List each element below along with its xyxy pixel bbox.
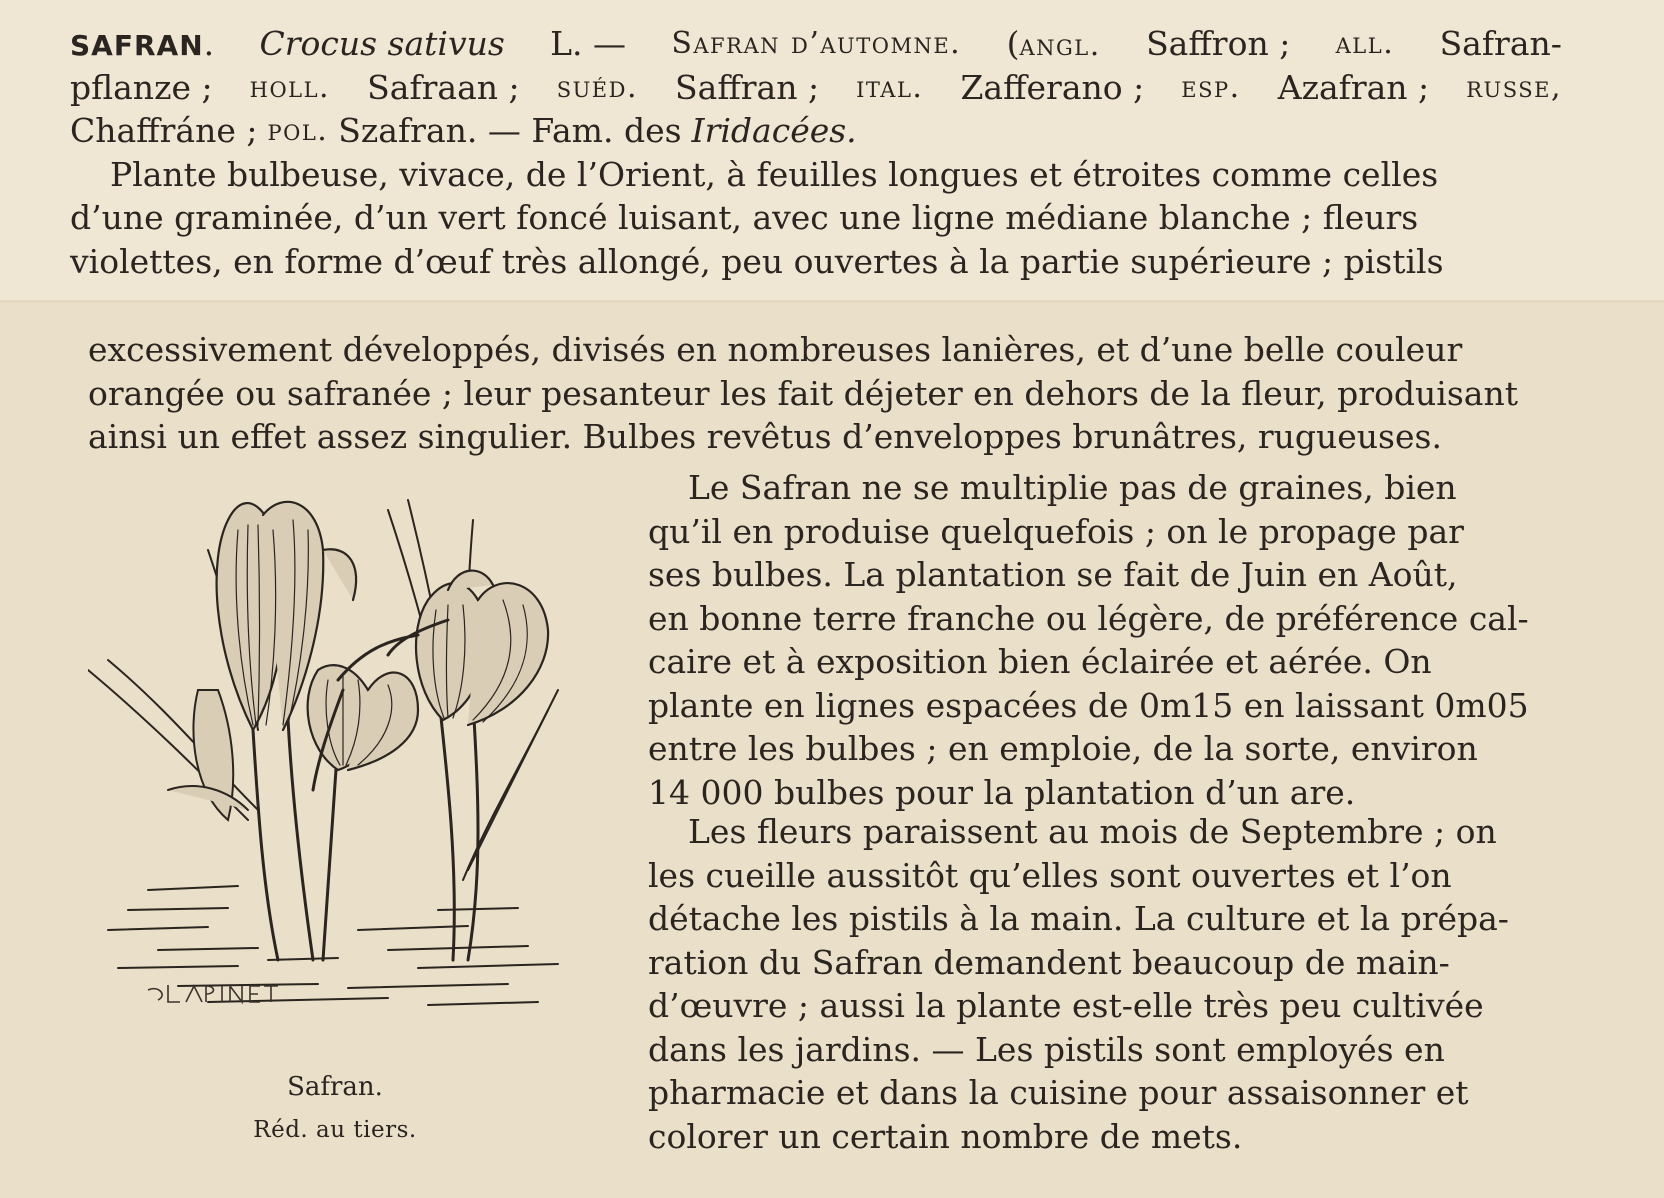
lang-value-esp: Azafran ; <box>1277 67 1430 107</box>
lang-value-angl: Saffron ; <box>1146 24 1291 63</box>
paragraph-line: en bonne terre franche ou légère, de préférence cal- <box>648 598 1529 638</box>
paragraph-line: Le Safran ne se multiplie pas de graines, bien <box>688 468 1457 507</box>
entry-header-block <box>70 22 1562 283</box>
lang-label-all: all. <box>1335 26 1395 61</box>
desc-line: d’une graminée, d’un vert foncé luisant, avec une ligne médiane blanche ; fleurs <box>70 198 1419 237</box>
lang-value-ital: Zafferano ; <box>960 67 1145 107</box>
figure-caption: Safran. <box>287 1072 383 1102</box>
entry-title: SAFRAN <box>70 29 204 62</box>
lang-label-russe: russe, <box>1466 69 1562 105</box>
lang-label-esp: esp. <box>1181 69 1241 105</box>
lang-label-ital: ital. <box>856 69 924 105</box>
paragraph-line: ainsi un effet assez singulier. Bulbes revêtus d’enveloppes brunâtres, rugueuses. <box>88 417 1442 456</box>
paragraph-continuation <box>88 328 1568 459</box>
lang-label-angl: angl. <box>1019 28 1101 63</box>
paragraph-line: ration du Safran demandent beaucoup de main- <box>648 942 1450 982</box>
paragraph-propagation <box>648 466 1568 814</box>
entry-header-line-1 <box>70 22 1562 66</box>
lang-value-pol: Szafran. — Fam. des <box>338 111 682 150</box>
entry-header-line-3 <box>70 109 1562 153</box>
lang-value-all-cont: pflanze ; <box>70 67 213 107</box>
paragraph-line: 14 000 bulbes pour la plantation d’un are. <box>648 772 1356 812</box>
lang-label-holl: holl. <box>249 69 331 105</box>
paragraph-line: d’œuvre ; aussi la plante est-elle très peu cultivée <box>648 986 1484 1025</box>
entry-title-dot: . <box>203 24 215 63</box>
paragraph-line: les cueille aussitôt qu’elles sont ouvertes et l’on <box>648 855 1452 895</box>
entry-head <box>70 22 214 66</box>
entry-header-line-2 <box>70 66 1562 110</box>
lang-value-holl: Safraan ; <box>367 67 520 107</box>
figure-caption-note: Réd. au tiers. <box>253 1117 417 1143</box>
open-paren: ( <box>1006 24 1020 63</box>
paragraph-harvest <box>648 810 1566 1158</box>
page-seam <box>0 300 1664 303</box>
paragraph-line: Les fleurs paraissent au mois de Septembre ; on <box>688 812 1497 851</box>
desc-line: violettes, en forme d’œuf très allongé, peu ouvertes à la partie supérieure ; pistils <box>70 241 1444 281</box>
paragraph-line: caire et à exposition bien éclairée et aérée. On <box>648 642 1432 681</box>
paragraph-line: entre les bulbes ; en emploie, de la sorte, environ <box>648 729 1478 768</box>
paragraph-line: plante en lignes espacées de 0m15 en laissant 0m05 <box>648 685 1529 725</box>
paragraph-line: ses bulbes. La plantation se fait de Juin en Août, <box>648 555 1458 594</box>
lang-label-pol: pol. <box>267 113 329 148</box>
crocus-engraving-icon <box>88 490 598 1050</box>
paragraph-line: pharmacie et dans la cuisine pour assaisonner et <box>648 1073 1469 1112</box>
paragraph-line: qu’il en produise quelquefois ; on le propage par <box>648 511 1464 551</box>
lang-value-russe: Chaffráne ; <box>70 111 258 150</box>
crocus-figure <box>88 490 598 1080</box>
lang-label-sued: suéd. <box>556 69 638 105</box>
lang-value-sued: Saffran ; <box>675 67 820 107</box>
paragraph-line: colorer un certain nombre de mets. <box>648 1116 1243 1156</box>
author-abbrev: L. — <box>550 24 627 63</box>
paragraph-line: orangée ou safranée ; leur pesanteur les fait déjeter en dehors de la fleur, produisant <box>88 373 1518 413</box>
family-name: Iridacées. <box>691 111 857 150</box>
paragraph-line: détache les pistils à la main. La culture et la prépa- <box>648 899 1509 938</box>
latin-name: Crocus sativus <box>259 24 505 63</box>
paragraph-line: dans les jardins. — Les pistils sont employés en <box>648 1029 1445 1069</box>
lang-group-angl <box>1007 22 1101 66</box>
common-name: Safran d’automne. <box>671 26 962 61</box>
paragraph-line: excessivement développés, divisés en nombreuses lanières, et d’une belle couleur <box>88 330 1463 369</box>
desc-line: Plante bulbeuse, vivace, de l’Orient, à feuilles longues et étroites comme celles <box>110 154 1439 194</box>
lang-value-all: Safran- <box>1439 24 1562 63</box>
